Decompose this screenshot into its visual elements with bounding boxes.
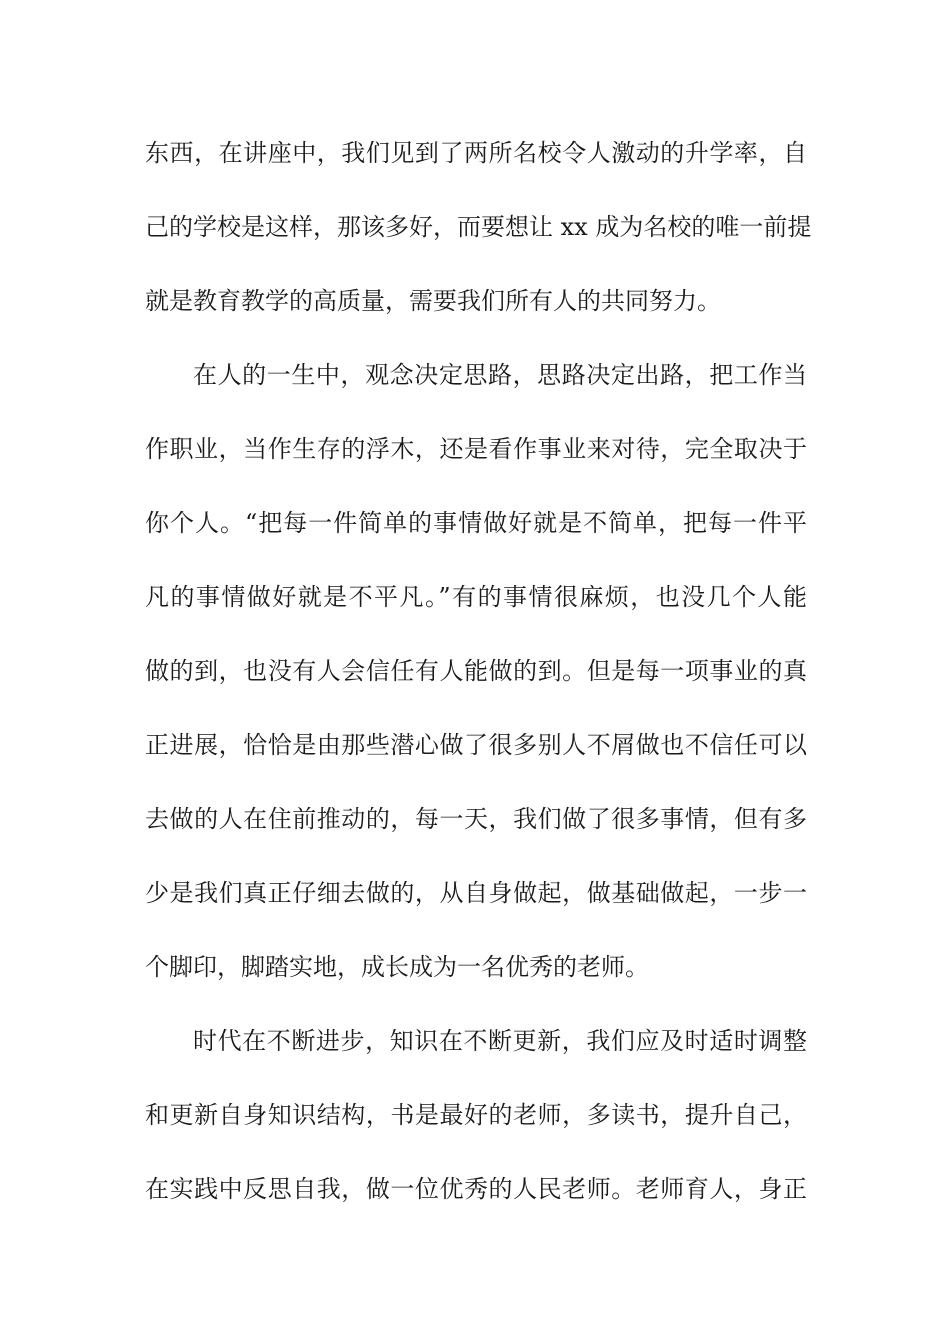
text-line-4: 在人的一生中，观念决定思路，思路决定出路，把工作当 [193, 361, 807, 389]
text-line-9: 正进展，恰恰是由那些潜心做了很多别人不屑做也不信任可以 [145, 731, 807, 759]
text-line-13: 时代在不断进步，知识在不断更新，我们应及时适时调整 [193, 1027, 807, 1055]
text-line-1: 东西，在讲座中，我们见到了两所名校令人激动的升学率，自 [145, 139, 807, 167]
text-line-10: 去做的人在住前推动的，每一天，我们做了很多事情，但有多 [145, 805, 807, 833]
text-line-15: 在实践中反思自我，做一位优秀的人民老师。老师育人，身正 [145, 1175, 807, 1203]
text-line-5: 作职业，当作生存的浮木，还是看作事业来对待，完全取决于 [145, 435, 807, 463]
text-line-8: 做的到，也没有人会信任有人能做的到。但是每一项事业的真 [145, 657, 807, 685]
text-line-14: 和更新自身知识结构，书是最好的老师，多读书，提升自己， [145, 1101, 807, 1129]
text-line-2: 己的学校是这样，那该多好，而要想让 xx 成为名校的唯一前提 [145, 213, 812, 241]
text-line-12: 个脚印，脚踏实地，成长成为一名优秀的老师。 [145, 953, 649, 981]
text-line-11: 少是我们真正仔细去做的，从自身做起，做基础做起，一步一 [145, 879, 807, 907]
document-body [145, 127, 812, 1237]
text-line-6: 你个人。“把每一件简单的事情做好就是不简单，把每一件平 [145, 509, 807, 537]
text-line-3: 就是教育教学的高质量，需要我们所有人的共同努力。 [145, 287, 721, 315]
text-line-7: 凡的事情做好就是不平凡。”有的事情很麻烦，也没几个人能 [145, 583, 807, 611]
